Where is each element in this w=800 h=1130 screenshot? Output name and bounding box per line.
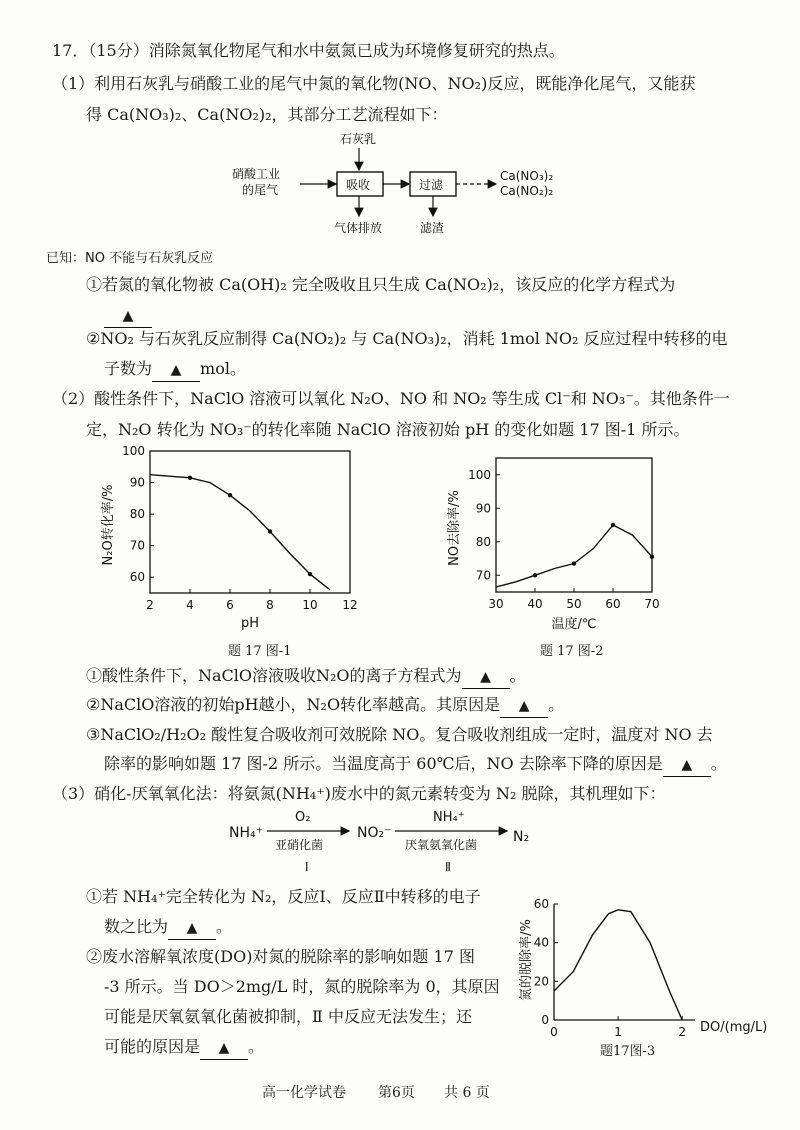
y-tick-label: 90 (475, 501, 491, 516)
series-line (554, 910, 682, 1020)
y-tick-label: 60 (129, 570, 145, 585)
sub2-1: ①酸性条件下，NaClO溶液吸收N₂O的离子方程式为 ▲ 。 (86, 665, 526, 689)
chart-n2o-conversion (98, 445, 363, 630)
y-tick-label: 0 (541, 1013, 549, 1027)
mech-mid: NO₂⁻ (357, 825, 392, 841)
flow-bottom-1: 气体排放 (334, 221, 383, 235)
flow-box-absorb-label: 吸收 (346, 178, 371, 192)
sub3-2-line2: -3 所示。当 DO＞2mg/L 时，氮的脱除率为 0，其原因 (104, 977, 500, 996)
x-axis-label: DO/(mg/L) (700, 1020, 768, 1035)
x-tick-label: 2 (146, 598, 154, 612)
x-tick-label: 40 (527, 597, 543, 611)
x-tick-label: 30 (488, 597, 504, 611)
x-tick-label: 8 (266, 598, 274, 612)
sub3-2-line4: 可能的原因是 ▲ 。 (104, 1036, 264, 1060)
x-tick-label: 0 (550, 1025, 558, 1039)
footer-page: 第6页 (378, 1085, 415, 1101)
data-point (572, 561, 576, 565)
caption-fig2: 题 17 图-2 (540, 644, 604, 659)
sub3-2-line1: ②废水溶解氧浓度(DO)对氮的脱除率的影响如题 17 图 (86, 947, 475, 966)
plot-frame (150, 451, 350, 593)
part3-line1: （3）硝化-厌氧氧化法：将氨氮(NH₄⁺)废水中的氮元素转变为 N₂ 脱除，其机理如下： (52, 784, 666, 803)
answer-blank[interactable]: ▲ (500, 695, 548, 718)
question-header: 17．（15分）消除氮氧化物尾气和水中氨氮已成为环境修复研究的热点。 (52, 41, 565, 60)
x-tick-label: 60 (605, 597, 621, 611)
y-tick-label: 70 (129, 538, 145, 553)
x-axis-label: pH (240, 616, 260, 631)
answer-blank[interactable]: ▲ (663, 754, 711, 777)
part1-line1: （1）利用石灰乳与硝酸工业的尾气中氮的氧化物(NO、NO₂)反应，既能净化尾气，又能获 (52, 74, 696, 93)
flow-output-1: Ca(NO₃)₂ (500, 169, 554, 183)
mech-end: N₂ (513, 829, 530, 845)
data-point (611, 523, 615, 527)
flow-input-a: 硝酸工业 (232, 167, 281, 181)
y-tick-label: 20 (533, 974, 549, 989)
series-line (496, 525, 652, 587)
mech-reaction-1: Ⅰ (305, 860, 309, 874)
y-tick-label: 80 (475, 534, 491, 549)
flow-bottom-2: 滤渣 (420, 221, 445, 235)
data-point (268, 529, 272, 533)
answer-blank[interactable]: ▲ (152, 359, 200, 382)
data-point (308, 572, 312, 576)
data-point (228, 493, 232, 497)
x-tick-label: 10 (302, 598, 318, 612)
sub1-1-answer (104, 304, 152, 328)
chart-no-removal (440, 452, 665, 634)
y-tick-label: 80 (129, 507, 145, 522)
y-axis-label: N₂O转化率/% (101, 484, 116, 566)
x-tick-label: 50 (566, 597, 582, 611)
flow-input-b: 的尾气 (242, 183, 279, 197)
part2-line2: 定，N₂O 转化为 NO₃⁻的转化率随 NaClO 溶液初始 pH 的变化如题 17 图-1 所示。 (86, 420, 690, 439)
mech-reaction-2: Ⅱ (445, 860, 451, 874)
chart-do-removal (519, 890, 768, 1040)
sub3-1-line2: 数之比为 ▲ 。 (104, 916, 232, 940)
y-tick-label: 100 (122, 444, 145, 458)
mech-start: NH₄⁺ (229, 825, 264, 841)
y-tick-label: 100 (468, 467, 491, 482)
data-point (650, 555, 654, 559)
sub1-1-line1: ①若氮的氧化物被 Ca(OH)₂ 完全吸收且只生成 Ca(NO₂)₂，该反应的化学方程式为 (86, 275, 676, 294)
sub1-2-line1: ②NO₂ 与石灰乳反应制得 Ca(NO₂)₂ 与 Ca(NO₃)₂，消耗 1mol NO₂ 反应过程中转移的电 (86, 329, 728, 348)
sub3-1-line1: ①若 NH₄⁺完全转化为 N₂，反应Ⅰ、反应Ⅱ中转移的电子 (86, 887, 481, 906)
part2-line1: （2）酸性条件下，NaClO 溶液可以氧化 N₂O、NO 和 NO₂ 等生成 Cl⁻和 NO₃⁻。其他条件一 (52, 389, 730, 408)
x-axis-label: 温度/℃ (551, 617, 597, 632)
flow-top-label: 石灰乳 (340, 132, 377, 146)
x-tick-label: 4 (186, 598, 194, 612)
x-tick-label: 1 (614, 1025, 622, 1039)
y-axis-label: NO去除率/% (447, 490, 462, 566)
footer-left: 高一化学试卷 (262, 1085, 346, 1101)
y-axis-label: 氮的脱除率/% (519, 919, 534, 1001)
sub1-2-line2: 子数为 ▲ mol。 (104, 358, 246, 382)
answer-blank[interactable]: ▲ (168, 917, 216, 940)
plot-frame (496, 458, 652, 592)
series-line (150, 475, 330, 590)
mech-o2: O₂ (295, 810, 311, 825)
flow-output-2: Ca(NO₂)₂ (500, 184, 554, 198)
x-tick-label: 2 (678, 1025, 687, 1039)
sub3-2-line3: 可能是厌氧氨氧化菌被抑制，Ⅱ 中反应无法发生；还 (104, 1007, 472, 1026)
part1-line2: 得 Ca(NO₃)₂、Ca(NO₂)₂，其部分工艺流程如下： (86, 105, 448, 124)
process-flow-diagram (230, 128, 590, 248)
mech-bacteria-2: 厌氧氨氧化菌 (405, 838, 478, 852)
data-point (188, 476, 192, 480)
answer-blank[interactable]: ▲ (200, 1037, 248, 1060)
caption-fig3: 题17图-3 (600, 1044, 656, 1059)
sub2-3-line1: ③NaClO₂/H₂O₂ 酸性复合吸收剂可效脱除 NO。复合吸收剂组成一定时，温度对 NO 去 (86, 725, 713, 744)
known-note: 已知：NO 不能与石灰乳反应 (46, 251, 214, 266)
mech-bacteria-1: 亚硝化菌 (275, 838, 324, 852)
y-tick-label: 90 (129, 475, 145, 490)
answer-blank[interactable]: ▲ (104, 305, 152, 328)
caption-fig1: 题 17 图-1 (228, 644, 292, 659)
sub2-3-line2: 除率的影响如题 17 图-2 所示。当温度高于 60℃后，NO 去除率下降的原因是 ▲ 。 (104, 753, 727, 777)
sub2-2: ②NaClO溶液的初始pH越小，N₂O转化率越高。其原因是 ▲ 。 (86, 694, 564, 718)
flow-box-filter-label: 过滤 (419, 178, 444, 192)
x-tick-label: 70 (644, 597, 660, 611)
footer-total: 共 6 页 (444, 1085, 490, 1101)
y-tick-label: 40 (533, 935, 549, 950)
mechanism-diagram (225, 805, 545, 883)
x-tick-label: 6 (226, 598, 234, 612)
y-tick-label: 70 (475, 568, 491, 583)
x-tick-label: 12 (342, 598, 358, 612)
data-point (533, 573, 537, 577)
answer-blank[interactable]: ▲ (462, 666, 510, 689)
mech-nh4: NH₄⁺ (433, 810, 465, 825)
y-tick-label: 60 (533, 897, 549, 911)
